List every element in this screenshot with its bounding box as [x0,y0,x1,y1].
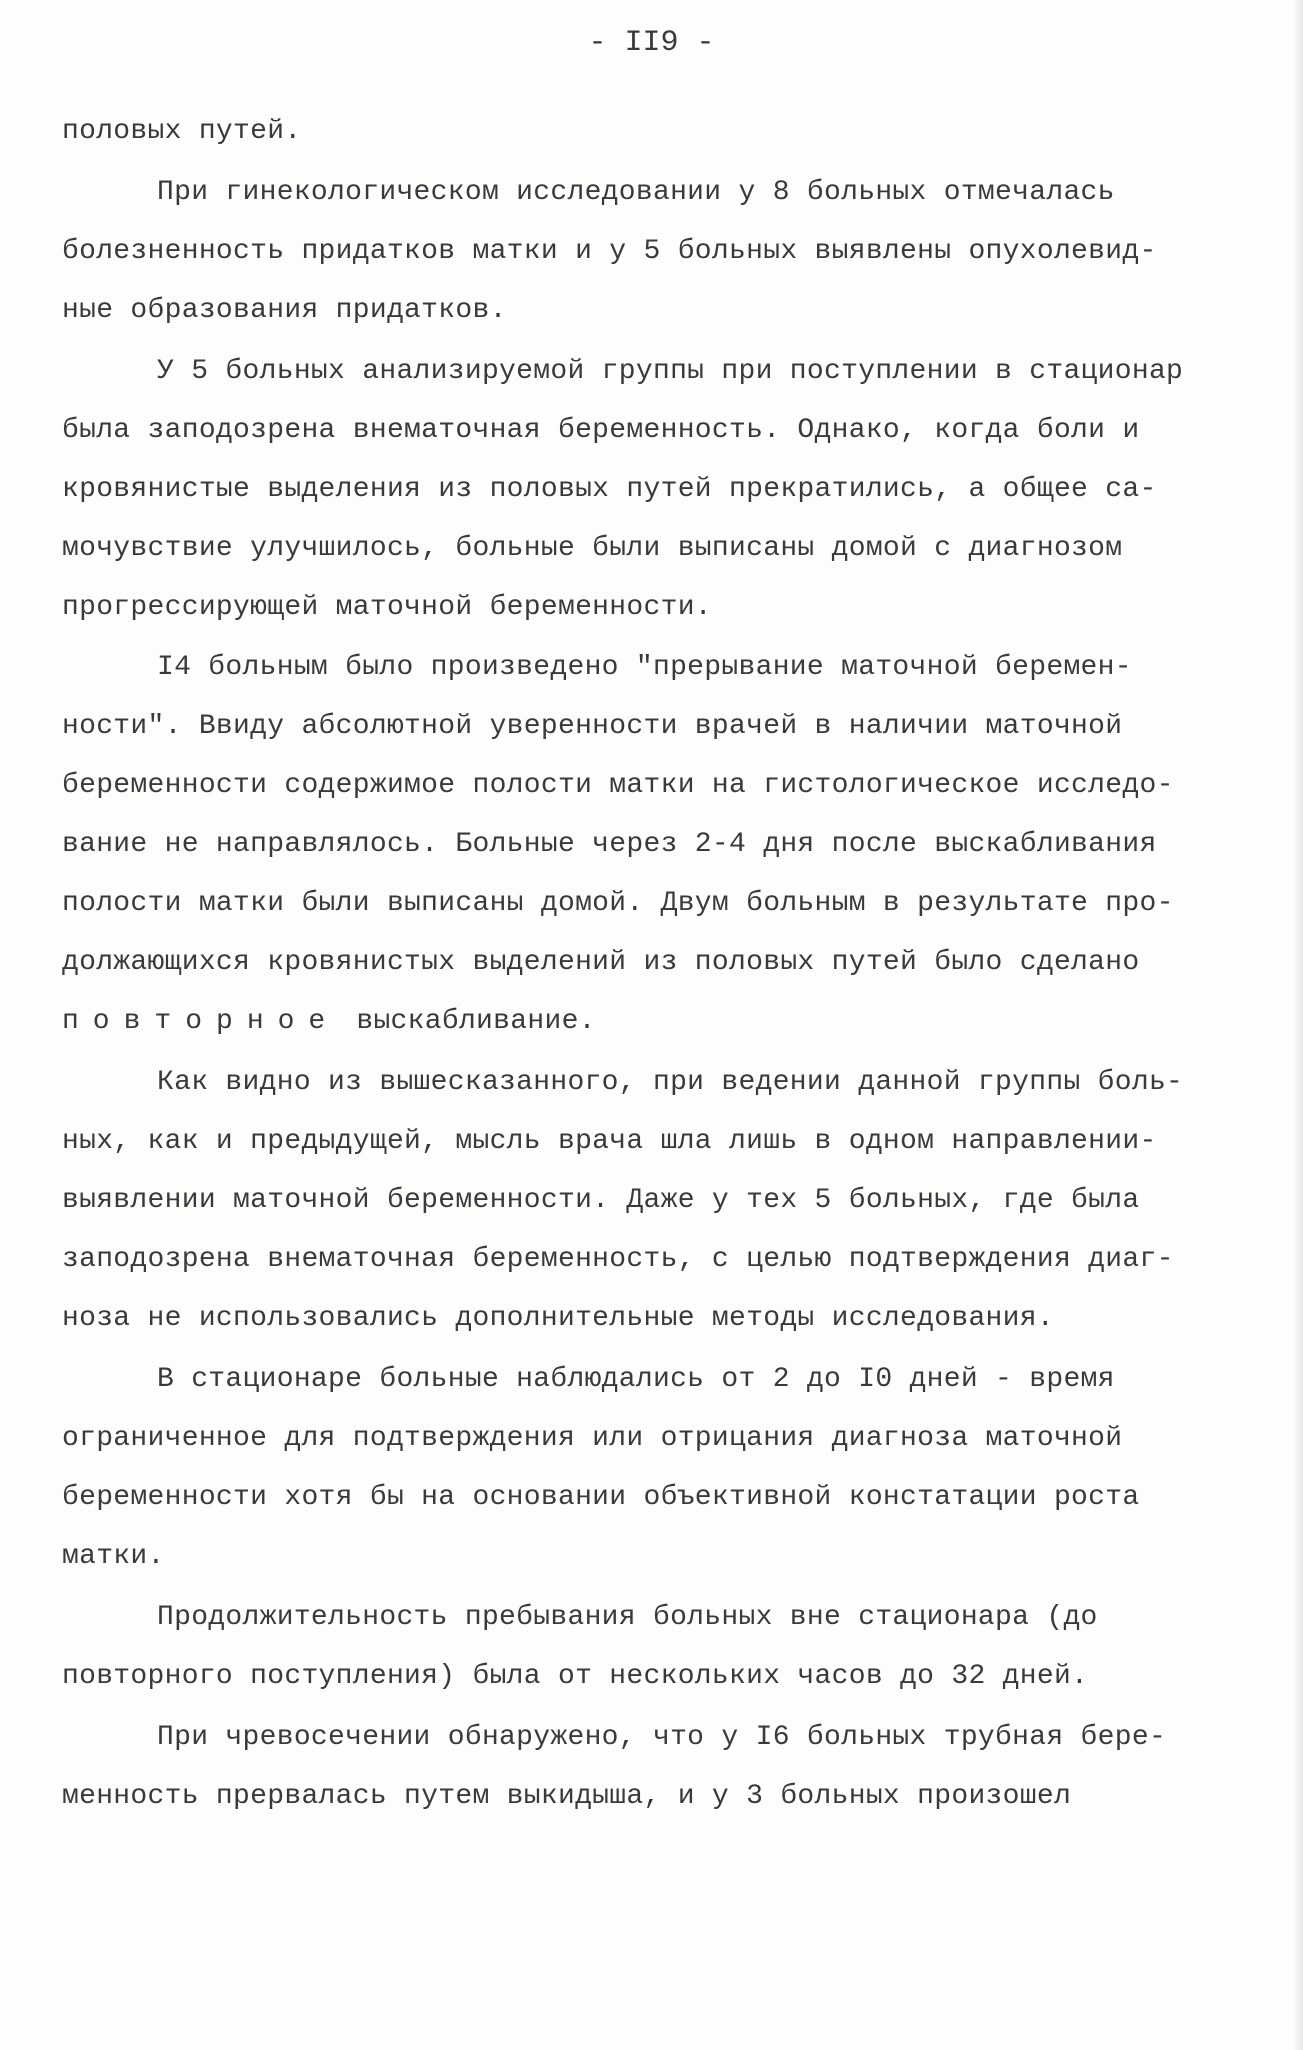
text-line-7: кровянистые выделения из половых путей прекратились, а общее са- [62,474,1157,505]
text-line-16 [62,1006,596,1037]
text-line-24: беременности хотя бы на основании объективной констатации роста [62,1482,1140,1513]
text-line-12: беременности содержимое полости матки на гистологическое исследо- [62,770,1174,801]
text-line-28: При чревосечении обнаружено, что у I6 больных трубная бере- [157,1722,1167,1753]
text-line-14: полости матки были выписаны домой. Двум больным в результате про- [62,888,1174,919]
text-line-11: ности". Ввиду абсолютной уверенности врачей в наличии маточной [62,711,1123,742]
text-line-27: повторного поступления) была от нескольких часов до 32 дней. [62,1661,1089,1692]
text-line-19: выявлении маточной беременности. Даже у тех 5 больных, где была [62,1185,1140,1216]
text-line-17: Как видно из вышесказанного, при ведении данной группы боль- [157,1067,1184,1098]
text-line-21: ноза не использовались дополнительные методы исследования. [62,1303,1054,1334]
text-line-10: I4 больным было произведено "прерывание маточной беремен- [157,652,1132,683]
text-line-3: болезненность придатков матки и у 5 больных выявлены опухолевид- [62,236,1157,267]
text-line-1: половых путей. [62,116,302,147]
text-line-9: прогрессирующей маточной беременности. [62,592,712,623]
text-line-8: мочувствие улучшилось, больные были выписаны домой с диагнозом [62,533,1123,564]
text-line-20: заподозрена внематочная беременность, с целью подтверждения диаг- [62,1244,1174,1275]
text-line-2: При гинекологическом исследовании у 8 больных отмечалась [157,177,1115,208]
text-line-6: была заподозрена внематочная беременность. Однако, когда боли и [62,415,1140,446]
text-line-4: ные образования придатков. [62,295,507,326]
text-line-13: вание не направлялось. Больные через 2-4 дня после выскабливания [62,829,1157,860]
text-line-22: В стационаре больные наблюдались от 2 до I0 дней - время [157,1364,1115,1395]
text-line-5: У 5 больных анализируемой группы при поступлении в стационар [157,356,1184,387]
text-line-26: Продолжительность пребывания больных вне стационара (до [157,1602,1098,1633]
text-line-18: ных, как и предыдущей, мысль врача шла лишь в одном направлении- [62,1126,1157,1157]
text-line-23: ограниченное для подтверждения или отрицания диагноза маточной [62,1423,1123,1454]
text-line-25: матки. [62,1541,165,1572]
spaced-word: повторное [62,1006,340,1037]
page-number: - II9 - [588,26,715,60]
page-edge-shadow [1293,0,1303,2050]
text-line-15: должающихся кровянистых выделений из половых путей было сделано [62,947,1140,978]
text-line-29: менность прервалась путем выкидыша, и у 3 больных произошел [62,1781,1072,1812]
text-line-16-suffix: выскабливание. [339,1006,596,1037]
